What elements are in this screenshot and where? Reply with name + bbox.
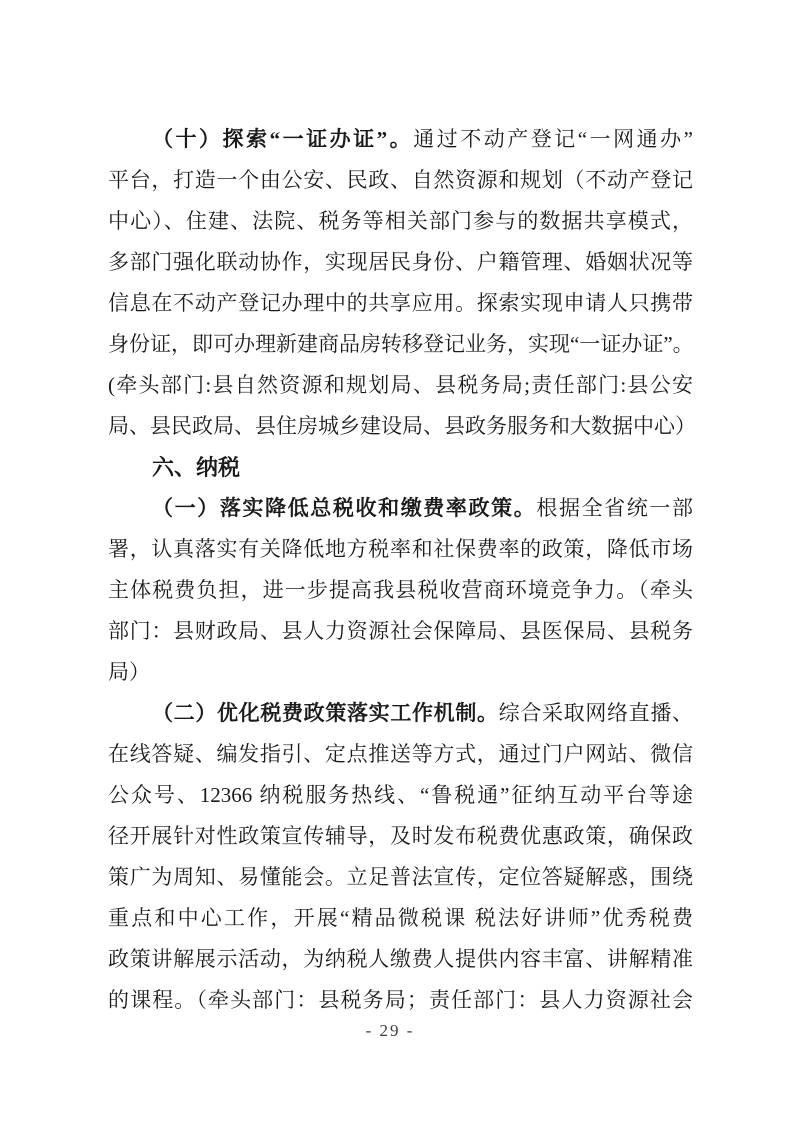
text-line: [108, 775, 693, 816]
text-line: [108, 365, 693, 406]
text-line: [108, 529, 693, 570]
body-text: 身份证，即可办理新建商品房转移登记业务，实现“一证办证”。: [108, 332, 694, 356]
text-line: [108, 160, 693, 201]
page-number: - 29 -: [365, 1021, 415, 1040]
body-text: 局、县民政局、县住房城乡建设局、县政务服务和大数据中心）: [108, 414, 696, 438]
text-line: [108, 734, 693, 775]
body-text: 部门：县财政局、县人力资源社会保障局、县医保局、县税务: [108, 619, 693, 643]
body-text: 在线答疑、编发指引、定点推送等方式，通过门户网站、微信: [108, 742, 693, 766]
text-line: [108, 242, 693, 283]
body-text: 署，认真落实有关降低地方税率和社保费率的政策，降低市场: [108, 537, 693, 561]
text-line: [108, 898, 693, 939]
body-text: 根据全省统一部: [536, 496, 694, 520]
body-text: 主体税费负担，进一步提高我县税收营商环境竞争力。（牵头: [108, 578, 693, 602]
text-line: [108, 406, 696, 447]
lead-bold-text: （一）落实降低总税收和缴费率政策。: [152, 496, 537, 520]
lead-bold-text: 六、纳税: [152, 455, 241, 480]
text-line: [108, 324, 693, 365]
text-line: [108, 570, 693, 611]
body-text: 公众号、12366 纳税服务热线、“鲁税通”征纳互动平台等途: [108, 783, 693, 807]
body-text: 多部门强化联动协作，实现居民身份、户籍管理、婚姻状况等: [108, 250, 693, 274]
text-line: [108, 119, 693, 160]
section-heading: [108, 447, 693, 488]
body-text: 平台，打造一个由公安、民政、自然资源和规划（不动产登记: [108, 168, 693, 192]
lead-bold-text: （十）探索“一证办证”。: [152, 127, 414, 151]
body-text: 策广为周知、易懂能会。立足普法宣传，定位答疑解惑，围绕: [108, 865, 693, 889]
text-line: [108, 939, 693, 980]
body-text: 局）: [108, 660, 150, 684]
body-text: (牵头部门:县自然资源和规划局、县税务局;责任部门:县公安: [108, 373, 693, 397]
lead-bold-text: （二）优化税费政策落实工作机制。: [152, 701, 499, 725]
body-text: 的课程。（牵头部门：县税务局；责任部门：县人力资源社会: [108, 988, 693, 1012]
text-line: [108, 857, 693, 898]
text-line: [108, 816, 693, 857]
text-line: [108, 980, 693, 1021]
text-line: [108, 652, 693, 693]
text-line: [108, 693, 693, 734]
body-text: 重点和中心工作，开展“精品微税课 税法好讲师”优秀税费: [108, 906, 693, 930]
body-text: 中心）、住建、法院、税务等相关部门参与的数据共享模式，: [108, 209, 693, 233]
text-line: [108, 283, 693, 324]
text-line: [108, 611, 693, 652]
body-text: 通过不动产登记“一网通办”: [413, 127, 694, 151]
body-text: 径开展针对性政策宣传辅导，及时发布税费优惠政策，确保政: [108, 824, 693, 848]
body-text: 信息在不动产登记办理中的共享应用。探索实现申请人只携带: [108, 291, 693, 315]
text-line: [108, 488, 693, 529]
body-text: 政策讲解展示活动，为纳税人缴费人提供内容丰富、讲解精准: [108, 947, 693, 971]
text-line: [108, 201, 693, 242]
document-content: [108, 119, 696, 1021]
body-text: 综合采取网络直播、: [498, 701, 694, 725]
